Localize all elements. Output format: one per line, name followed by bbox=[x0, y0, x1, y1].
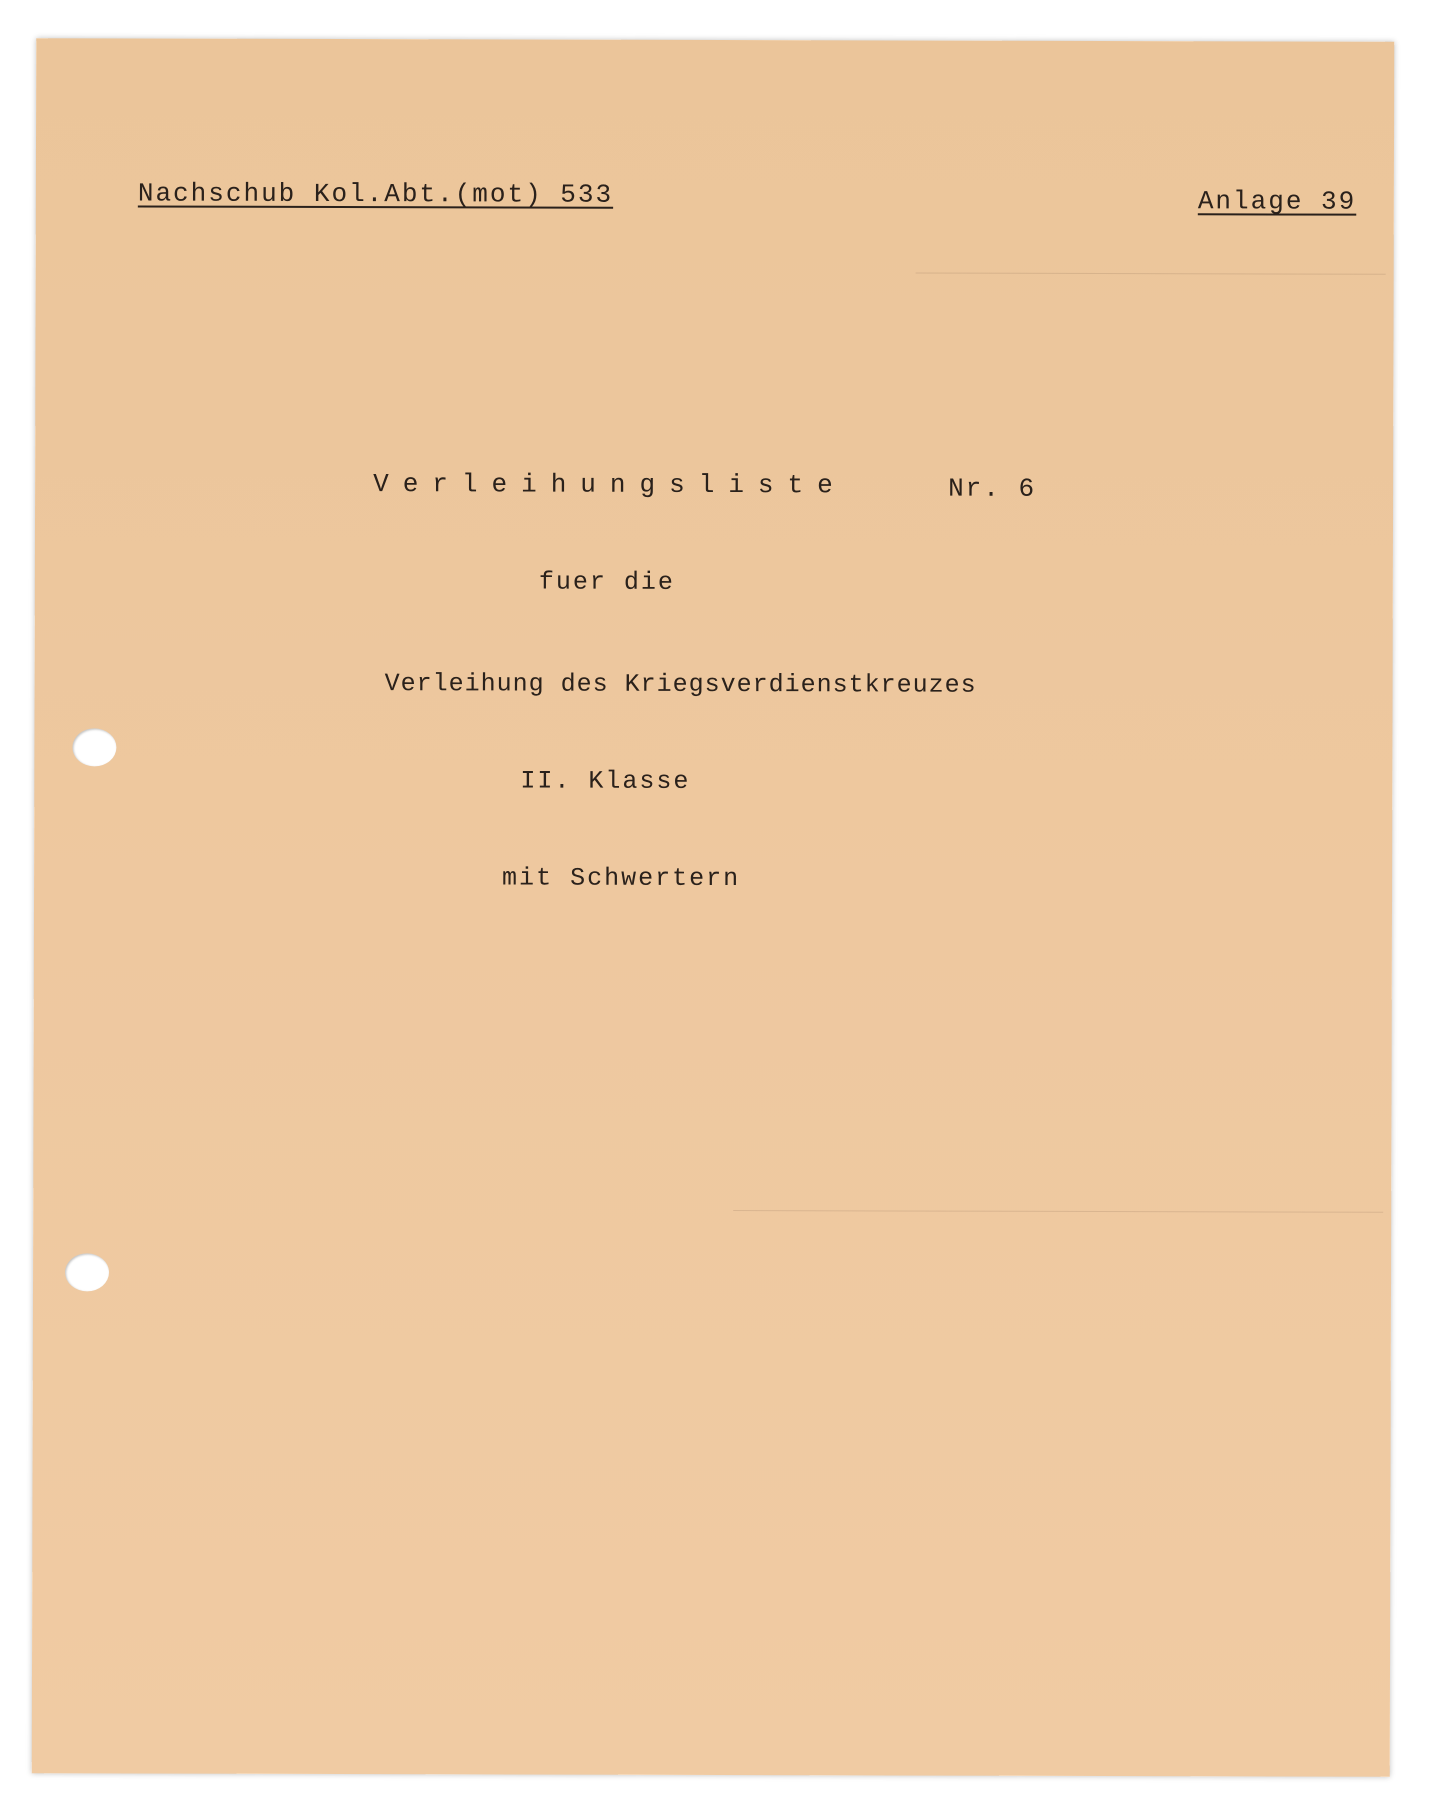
show-through bbox=[32, 38, 1395, 1777]
punch-hole-top bbox=[72, 728, 116, 766]
award-name: Verleihung des Kriegsverdienstkreuzes bbox=[384, 669, 977, 700]
document-page bbox=[32, 38, 1395, 1777]
document-title: Verleihungsliste bbox=[373, 469, 847, 501]
unit-header: Nachschub Kol.Abt.(mot) 533 bbox=[137, 178, 614, 210]
list-number: Nr. 6 bbox=[948, 473, 1037, 504]
subtitle-line: fuer die bbox=[538, 567, 675, 597]
attachment-label: Anlage 39 bbox=[1197, 186, 1357, 217]
award-class: II. Klasse bbox=[520, 766, 691, 796]
punch-hole-bottom bbox=[65, 1253, 109, 1291]
award-distinction: mit Schwertern bbox=[502, 863, 741, 894]
